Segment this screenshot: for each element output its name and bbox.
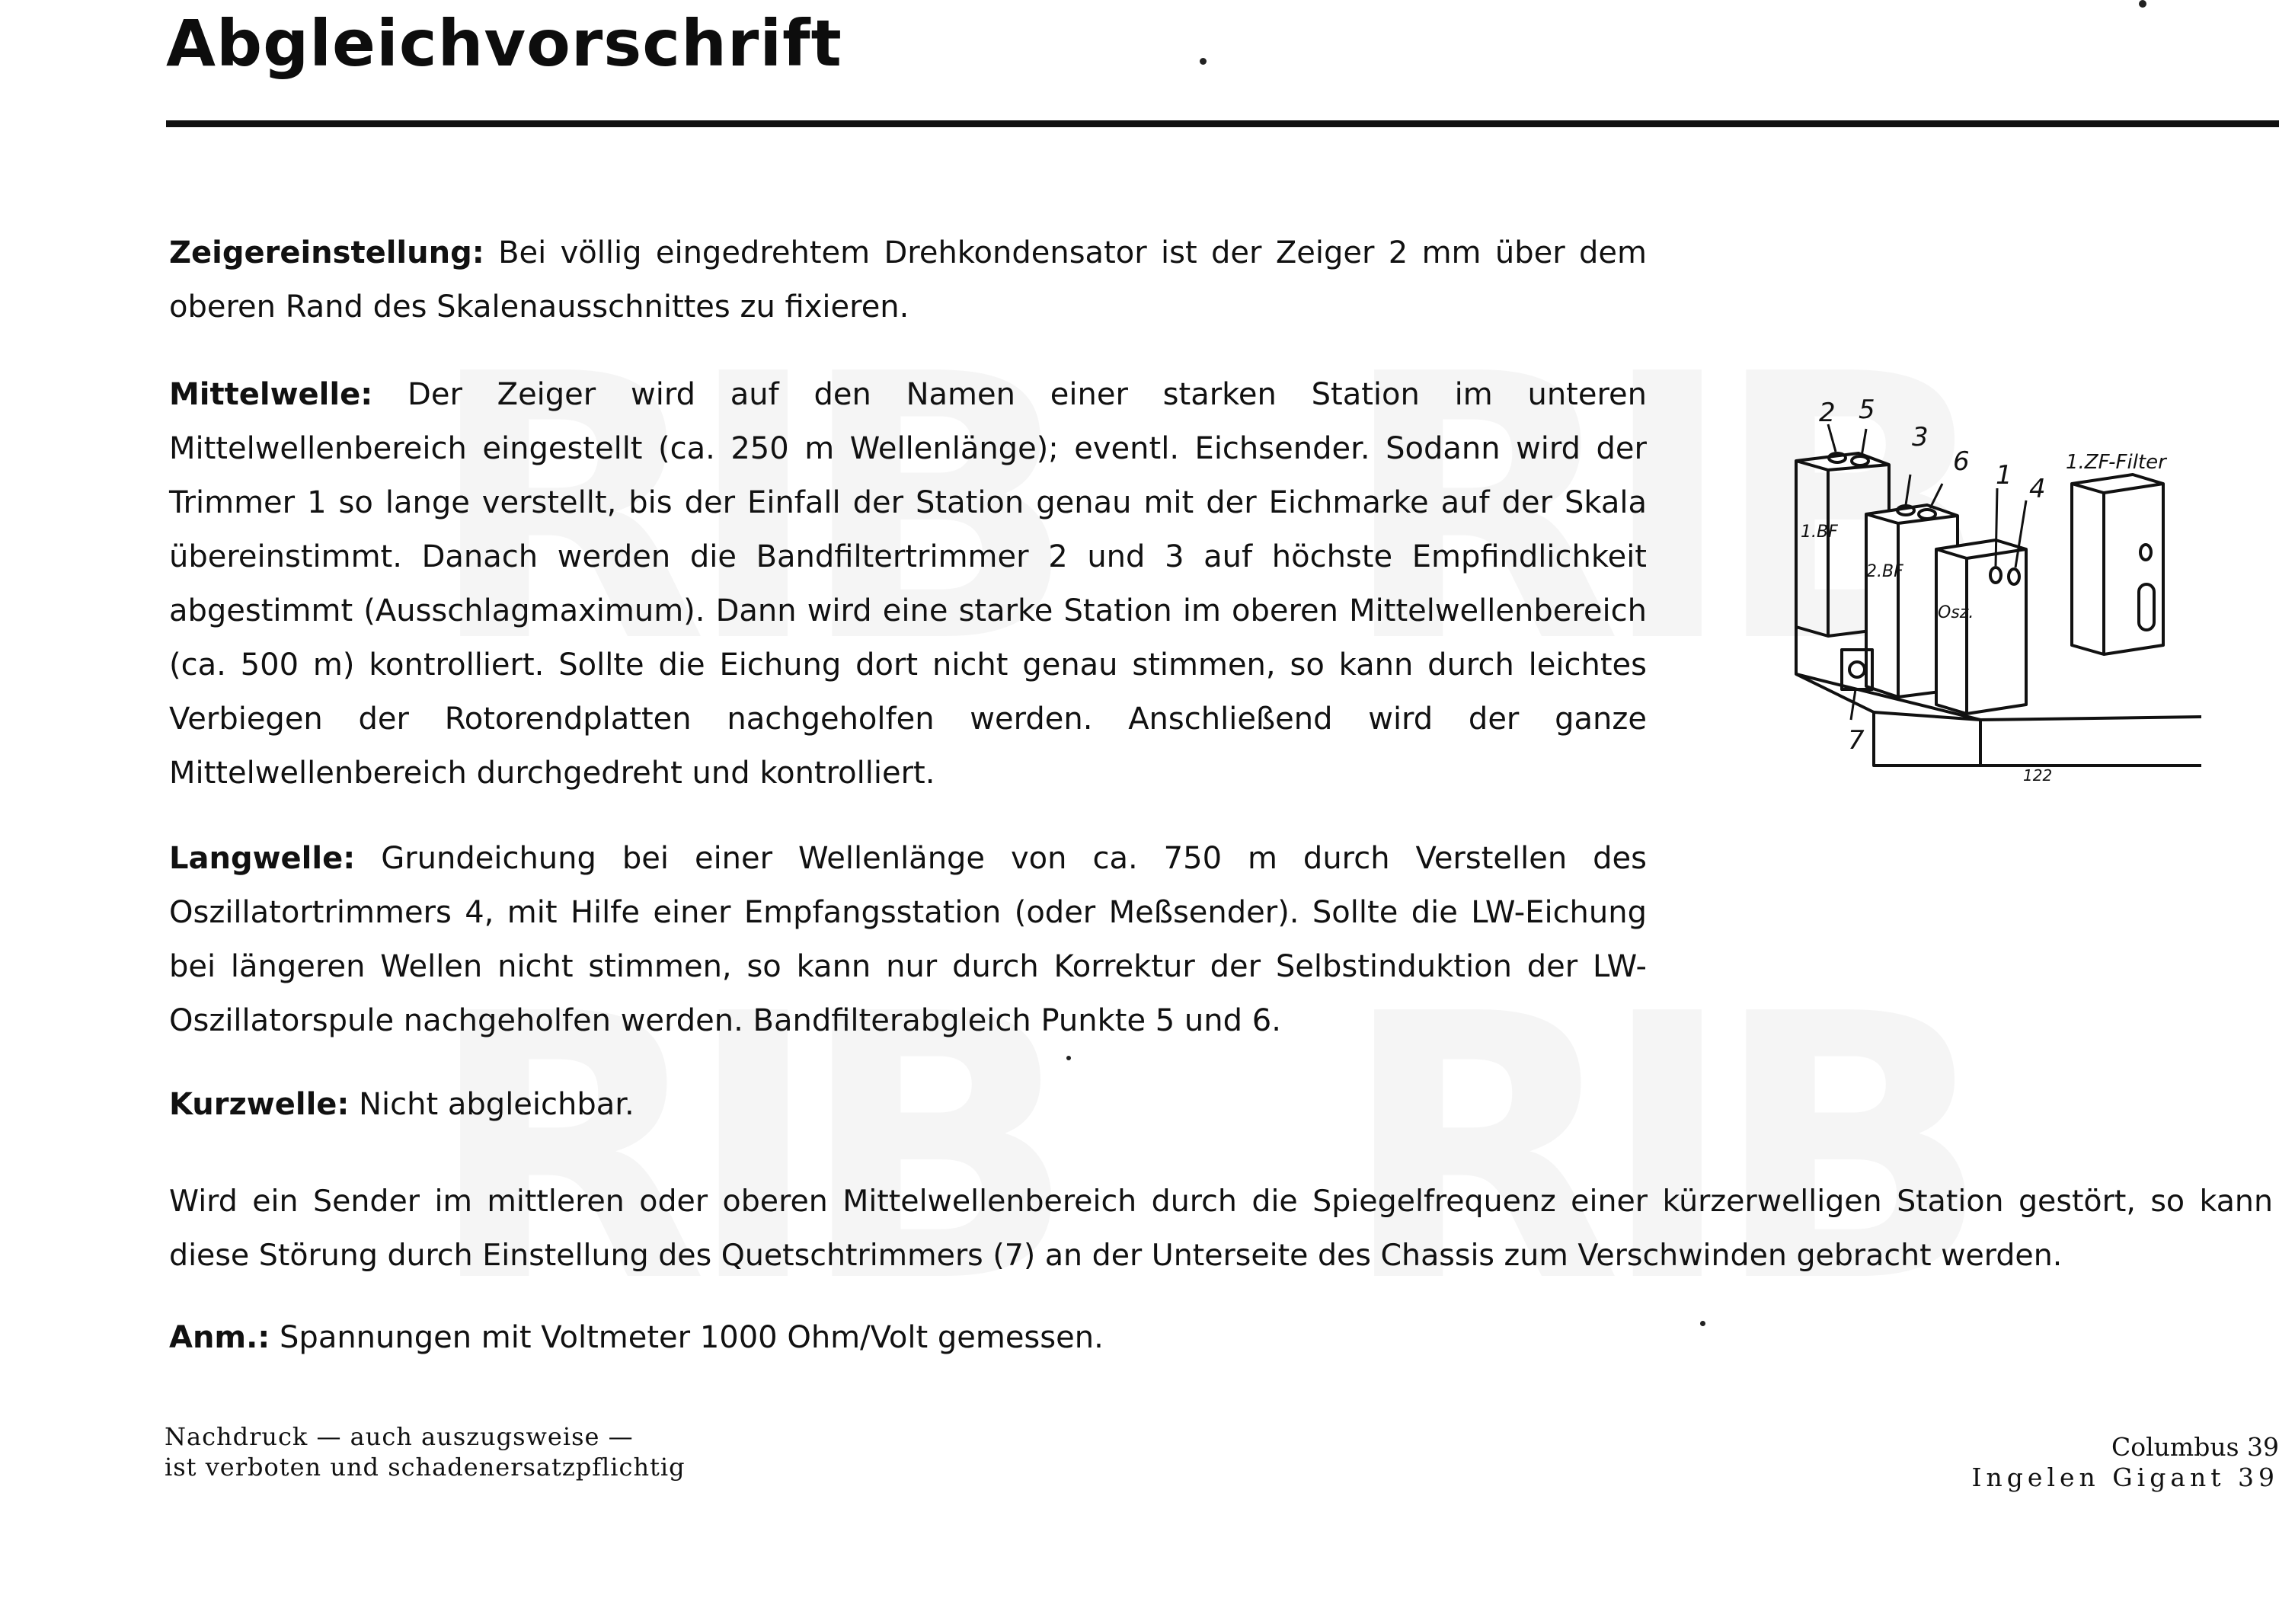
scan-speck <box>2139 0 2146 8</box>
label-number-7: 7 <box>1848 725 1865 756</box>
paragraph-spiegelfrequenz <box>169 1175 2273 1283</box>
copyright-line-2: ist verboten und schadenersatzpflichtig <box>165 1453 686 1482</box>
can-osz <box>1936 540 2026 714</box>
label-number-2: 2 <box>1819 398 1836 428</box>
page-title: Abgleichvorschrift <box>166 6 842 81</box>
scan-speck <box>1066 1056 1071 1060</box>
scan-speck <box>1200 58 1207 65</box>
quetschtrimmer-7-screw <box>1849 662 1865 677</box>
heading-langwelle: Langwelle: <box>169 841 356 876</box>
text-kurzwelle: Nicht abgleichbar. <box>359 1087 634 1122</box>
label-1zf-filter: 1.ZF-Filter <box>2066 451 2166 474</box>
text-mittelwelle: Der Zeiger wird auf den Namen einer starken Station im unteren Mittelwellenbereich eingestellt (ca. 250 m Wellenlänge); eventl. Eichsender. Sodann wird der Trimmer 1 so lange verstellt, bis der Einfall der Station genau mit der Eichmarke auf der Skala übereinstimmt. Danach werden die Bandfiltertrimmer 2 und 3 auf höchste Empfindlichkeit abgestimmt (Ausschlagmaximum). Dann wird eine starke Station im oberen Mittelwellenbereich (ca. 500 m) kontrolliert. Sollte die Eichung dort nicht genau stimmen, so kann durch leichtes Verbiegen der Rotorendplatten nachgeholfen werden. Anschließend wird der ganze Mittelwellenbereich durchgedreht und kontrolliert. <box>169 377 1648 791</box>
copyright-line-1: Nachdruck — auch auszugsweise — <box>165 1422 634 1451</box>
model-line-2: Ingelen Gigant 39 <box>1971 1463 2279 1492</box>
title-rule <box>166 120 2279 127</box>
model-line-1: Columbus 39 <box>2111 1432 2279 1462</box>
text-spiegelfrequenz: Wird ein Sender im mittleren oder oberen Mittelwellenbereich durch die Spiegelfrequenz einer kürzerwelligen Station gestört, so kann diese Störung durch Einstellung des Quetschtrimmers (7) an der Unterseite des Chassis zum Verschwinden gebracht werden. <box>169 1184 2273 1273</box>
heading-zeigereinstellung: Zeigereinstellung: <box>169 235 484 270</box>
scan-speck <box>1700 1321 1705 1326</box>
text-langwelle: Grundeichung bei einer Wellenlänge von ca. 750 m durch Verstellen des Oszillatortrimmers 4, mit Hilfe einer Empfangsstation (oder Meßsender). Sollte die LW-Eichung bei längeren Wellen nicht stimmen, so kann nur durch Korrektur der Selbstinduktion der LW-Oszillatorspule nachgeholfen werden. Bandfilterabgleich Punkte 5 und 6. <box>169 841 1648 1038</box>
paragraph-anmerkung <box>169 1311 1647 1365</box>
trimmer-5-hole <box>1852 456 1868 465</box>
label-number-5: 5 <box>1859 395 1875 425</box>
label-number-3: 3 <box>1912 422 1929 452</box>
label-1bf: 1.BF <box>1801 523 1838 542</box>
can-1zf <box>2072 475 2163 654</box>
paragraph-zeigereinstellung <box>169 226 1647 334</box>
text-anmerkung: Spannungen mit Voltmeter 1000 Ohm/Volt gemessen. <box>280 1320 1104 1355</box>
model-names <box>1972 1432 2279 1493</box>
trimmer-diagram <box>1775 385 2201 796</box>
label-number-1: 1 <box>1996 460 2012 491</box>
text-zeigereinstellung: Bei völlig eingedrehtem Drehkondensator ist der Zeiger 2 mm über dem oberen Rand des Skalenausschnittes zu fixieren. <box>169 235 1647 324</box>
label-2bf: 2.BF <box>1866 562 1903 581</box>
paragraph-kurzwelle <box>169 1078 1647 1132</box>
label-number-6: 6 <box>1953 446 1970 477</box>
label-number-4: 4 <box>2029 474 2046 504</box>
paragraph-mittelwelle <box>169 368 1647 801</box>
copyright-notice <box>165 1421 686 1482</box>
figure-number: 122 <box>2023 766 2053 785</box>
heading-mittelwelle: Mittelwelle: <box>169 377 373 412</box>
heading-anmerkung: Anm.: <box>169 1320 270 1355</box>
label-osz: Osz. <box>1938 603 1974 622</box>
heading-kurzwelle: Kurzwelle: <box>169 1087 350 1122</box>
paragraph-langwelle <box>169 832 1647 1048</box>
